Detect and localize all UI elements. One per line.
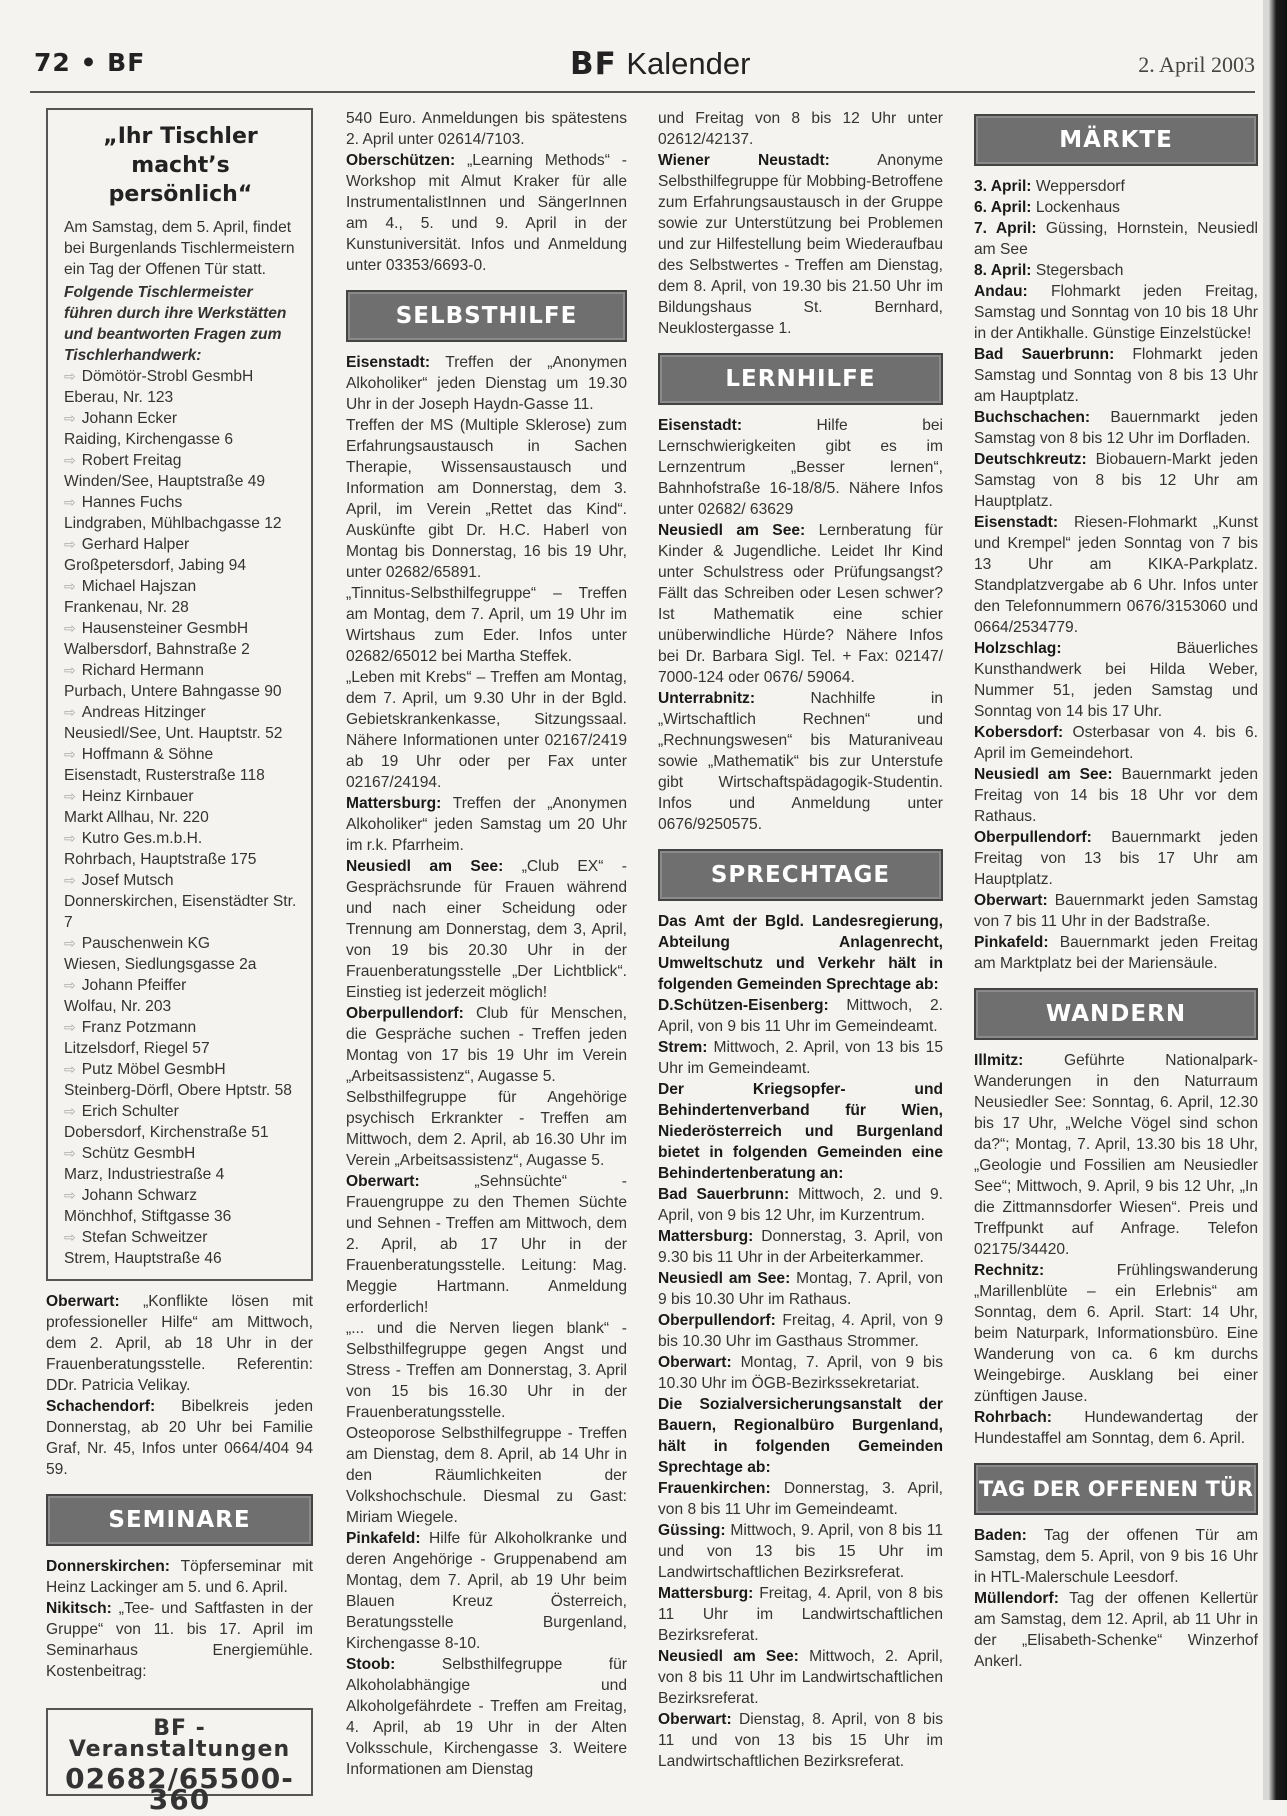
listing-item [658,1709,943,1772]
tischler-name: ⇨ Andreas Hitzinger [64,702,297,723]
tischler-address: Dobersdorf, Kirchenstraße 51 [64,1124,269,1141]
listing-item [658,995,943,1037]
tischler-entry [64,408,297,450]
listing-text: Dienstag, 8. April, von 8 bis 11 und von 13 bis 15 Uhr im Landwirtschaftlichen Bezirksreferat. [658,1711,943,1770]
sprechtage-heading: SPRECHTAGE [658,849,943,901]
listing-text: Stegersbach [1031,262,1124,279]
listing-text: Bauernmarkt jeden Freitag von 13 bis 17 Uhr am Hauptplatz. [974,829,1258,888]
tischler-entry [64,534,297,576]
listing-text: Selbsthilfegruppe für Angehörige psychisch Erkrankter - Treffen am Mittwoch, dem 2. April, ab 16.30 Uhr im Verein „Arbeitsassistenz“, Augasse 5. [346,1089,627,1169]
tischler-address: Großpetersdorf, Jabing 94 [64,557,247,574]
listing-item [346,150,627,276]
tischler-name: ⇨ Johann Pfeiffer [64,975,297,996]
column-1 [46,108,313,1816]
listing-text: Selbsthilfegruppe für Alkoholabhängige und Alkoholgefährdete - Treffen am Freitag, 4. April, ab 19 Uhr in der Alten Volksschule, Kirchengasse 3. Weitere Informationen am Dienstag [346,1656,627,1778]
tischler-name: ⇨ Robert Freitag [64,450,297,471]
tischler-entry [64,828,297,870]
listing-item [658,1184,943,1226]
listing-text: Hilfe bei Lernschwierigkeiten gibt es im Lernzentrum „Besser lernen“, Bahnhofstraße 16-18/8/5. Nähere Infos unter 02682/ 63629 [658,417,943,518]
listing-text: Mittwoch, 2. April, von 8 bis 11 Uhr im Landwirtschaftlichen Bezirksreferat. [658,1648,943,1707]
listing-item [658,1226,943,1268]
tischler-name: ⇨ Hoffmann & Söhne [64,744,297,765]
listing-item [974,827,1258,890]
listing-place: Eisenstadt: [346,354,431,371]
tischler-box [46,108,313,1281]
listing-place: 6. April: [974,199,1032,216]
listing-text: Flohmarkt jeden Samstag und Sonntag von 8 bis 13 Uhr am Hauptplatz. [974,346,1258,405]
listing-place: Eisenstadt: [658,417,743,434]
tischler-name: ⇨ Kutro Ges.m.b.H. [64,828,297,849]
listing-place: Holzschlag: [974,640,1062,657]
listing-place: Neusiedl am See: [658,1270,791,1287]
tischler-entry [64,366,297,408]
listing-text: Hundewandertag der Hundestaffel am Sonntag, dem 6. April. [974,1409,1258,1447]
listing-place: Eisenstadt: [974,514,1059,531]
tischler-address: Donnerskirchen, Eisenstädter Str. 7 [64,893,297,931]
listing-place: Güssing: [658,1522,726,1539]
tischler-entry [64,975,297,1017]
lernhilfe-list [658,415,943,835]
listing-text: Biobauern-Markt jeden Samstag von 8 bis 12 Uhr am Hauptplatz. [974,451,1258,510]
selbsthilfe-heading: SELBSTHILFE [346,290,627,342]
col2-top [346,108,627,276]
listing-text: Frühlingswanderung „Marillenblüte – ein Erlebnis“ am Sonntag, dem 6. April. Start: 14 Uhr, beim Naturpark, Informationsbüro. Eine Wanderung von ca. 6 km durchs Weingebirge. Ausklang bei einer zünftigen Jause. [974,1262,1258,1405]
listing-place: Oberwart: [658,1711,732,1728]
listing-place: Schachendorf: [46,1398,156,1415]
listing-item [46,1291,313,1396]
tischler-name: ⇨ Stefan Schweitzer [64,1227,297,1248]
listing-text: Mittwoch, 9. April, von 8 bis 11 und von 13 bis 15 Uhr im Landwirtschaftlichen Bezirksreferat. [658,1522,943,1581]
listing-text: Töpferseminar mit Heinz Lackinger am 5. und 6. April. [46,1558,313,1596]
listing-item [974,176,1258,197]
listing-place: Bad Sauerbrunn: [658,1186,790,1203]
listing-item [658,1037,943,1079]
tischler-address: Markt Allhau, Nr. 220 [64,809,209,826]
tischler-name: ⇨ Johann Ecker [64,408,297,429]
tischler-name: ⇨ Pauschenwein KG [64,933,297,954]
tischler-name: ⇨ Putz Möbel GesmbH [64,1059,297,1080]
tischler-lead: Folgende Tischlermeister führen durch ihre Werkstätten und beantworten Fragen zum Tischlerhandwerk: [64,284,287,364]
listing-text: Bibelkreis jeden Donnerstag, ab 20 Uhr bei Familie Graf, Nr. 45, Infos unter 0664/404 94 59. [46,1398,313,1478]
bf-events-title: BF - Veranstaltungen [68,1716,291,1762]
tischler-entry [64,1143,297,1185]
listing-text: Mittwoch, 2. April, von 13 bis 15 Uhr im Gemeindeamt. [658,1039,943,1077]
listing-place: Bad Sauerbrunn: [974,346,1115,363]
tischler-address: Purbach, Untere Bahngasse 90 [64,683,282,700]
listing-place: Rohrbach: [974,1409,1052,1426]
listing-text: Mittwoch, 2. und 9. April, von 9 bis 12 Uhr, im Kurzentrum. [658,1186,943,1224]
maerkte-list [974,176,1258,974]
listing-place: Illmitz: [974,1052,1024,1069]
listing-place: Baden: [974,1527,1027,1544]
listing-place: Neusiedl am See: [658,522,806,539]
column-4 [974,108,1258,1672]
binding-edge [1269,0,1287,1800]
listing-item [346,415,627,583]
listing-text: Tag der offenen Tür am Samstag, dem 5. April, von 9 bis 16 Uhr in HTL-Malerschule Leesdorf. [974,1527,1258,1586]
listing-item [46,1556,313,1598]
listing-item [974,1260,1258,1407]
listing-item [974,281,1258,344]
tischler-entry [64,1059,297,1101]
listing-place: Oberschützen: [346,152,456,169]
listing-text: „... und die Nerven liegen blank“ - Selbsthilfegruppe gegen Angst und Stress - Treffen am Donnerstag, 3. April von 15 bis 16.30 Uhr in der Frauenberatungsstelle. [346,1320,627,1421]
listing-place: Frauenkirchen: [658,1480,771,1497]
listing-text: Tag der offenen Kellertür am Samstag, dem 12. April, ab 11 Uhr in der „Elisabeth-Schenke“ Winzerhof Ankerl. [974,1590,1258,1670]
tischler-entry [64,870,297,933]
listing-text: Club für Menschen, die Gespräche suchen - Treffen jeden Montag von 17 bis 19 Uhr im Verein „Arbeitsassistenz“, Augasse 5. [346,1005,627,1085]
listing-place: Oberwart: [346,1173,420,1190]
listing-item [974,764,1258,827]
tischler-address: Eberau, Nr. 123 [64,389,174,406]
listing-text: Bäuerliches Kunsthandwerk bei Hilda Weber, Nummer 51, jeden Samstag und Sonntag von 14 bis 17 Uhr. [974,640,1258,720]
listing-item [658,415,943,520]
listing-text: Weppersdorf [1031,178,1125,195]
listing-item [346,1087,627,1171]
listing-place: Pinkafeld: [346,1530,421,1547]
listing-item [658,1268,943,1310]
listing-item [346,1423,627,1528]
listing-text: „Konflikte lösen mit professioneller Hilfe“ am Mittwoch, dem 2. April, ab 18 Uhr in der Frauenberatungsstelle. Referentin: DDr. Patricia Velikay. [46,1293,313,1394]
listing-text: „Tee- und Saftfasten in der Gruppe“ von 11. bis 17. April im Seminarhaus Energiemühle. Kostenbeitrag: [46,1600,313,1680]
selbsthilfe-list [346,352,627,1780]
listing-text: „Club EX“ - Gesprächsrunde für Frauen während und nach einer Scheidung oder Trennung am Donnerstag, dem 3, April, von 19 bis 20.30 Uhr in der Frauenberatungsstelle „Der Lichtblick“. Einstieg ist jederzeit möglich! [346,858,628,1001]
listing-item [658,1478,943,1520]
tischler-name: ⇨ Gerhard Halper [64,534,297,555]
tischler-name: ⇨ Richard Hermann [64,660,297,681]
listing-text: Riesen-Flohmarkt „Kunst und Krempel“ jeden Sonntag von 7 bis 13 Uhr am KIKA-Parkplatz. Standplatzvergabe ab 6 Uhr. Infos unter den Telefonnummern 0676/3153060 und 0664/2534779. [974,514,1258,636]
listing-place: Neusiedl am See: [974,766,1113,783]
listing-text: Lockenhaus [1031,199,1120,216]
listing-text: „Learning Methods“ - Workshop mit Almut Kraker für alle InstrumentalistInnen und SängerInnen am 4., 5. und 9. April in der Kunstuniversität. Infos und Anmeldung unter 03353/6693-0. [346,152,627,274]
listing-item [346,793,627,856]
tischler-entry [64,618,297,660]
tischler-address: Wolfau, Nr. 203 [64,998,172,1015]
seminare-heading: SEMINARE [46,1494,313,1546]
tischler-name: ⇨ Hausensteiner GesmbH [64,618,297,639]
listing-text: „Leben mit Krebs“ – Treffen am Montag, dem 7. April, um 9.30 Uhr in der Bgld. Gebietskrankenkasse, Sitzungssaal. Nähere Informationen unter 02167/2419 ab 19 Uhr oder per Fax unter 02167/24194. [346,669,627,791]
tischler-address: Eisenstadt, Rusterstraße 118 [64,767,265,784]
listing-item [974,638,1258,722]
tischler-name: ⇨ Dömötör-Strobl GesmbH [64,366,297,387]
sprechtage-list-1 [658,995,943,1079]
sprechtage-list-2 [658,1184,943,1394]
tischler-name: ⇨ Johann Schwarz [64,1185,297,1206]
listing-text: „Sehnsüchte“ - Frauengruppe zu den Themen Süchte und Sehnen - Treffen am Mittwoch, dem 2. April, ab 17 Uhr in der Frauenberatungsstelle. Leitung: Mag. Meggie Hartmann. Anmeldung erforderlich! [346,1173,627,1316]
seminare-list [46,1556,313,1682]
page-number: 72 • BF [34,48,146,77]
tischler-entry [64,702,297,744]
listing-place: Buchschachen: [974,409,1091,426]
page-header [30,48,1255,86]
bf-events-box [46,1708,313,1816]
listing-item [658,1352,943,1394]
listing-place: Oberpullendorf: [346,1005,464,1022]
tischler-name: ⇨ Erich Schulter [64,1101,297,1122]
listing-item [974,722,1258,764]
listing-text: Donnerstag, 3. April, von 9.30 bis 11 Uhr in der Arbeiterkammer. [658,1228,943,1266]
column-3 [658,108,943,1772]
offene-tuer-list [974,1525,1258,1672]
tischler-entry [64,1017,297,1059]
listing-place: Andau: [974,283,1028,300]
tischler-entry [64,744,297,786]
listing-place: 7. April: [974,220,1037,237]
listing-text: Bauernmarkt jeden Samstag von 8 bis 12 Uhr im Dorfladen. [974,409,1258,447]
tischler-name: ⇨ Michael Hajszan [64,576,297,597]
tischler-entry [64,933,297,975]
listing-text: Treffen der „Anonymen Alkoholiker“ jeden Samstag um 20 Uhr im r.k. Pfarrheim. [346,795,627,854]
listing-item [346,1654,627,1780]
listing-place: Oberwart: [46,1293,120,1310]
listing-place: Strem: [658,1039,708,1056]
listing-place: Oberwart: [658,1354,732,1371]
tischler-address: Strem, Hauptstraße 46 [64,1250,222,1267]
listing-item [658,1310,943,1352]
tischler-title: „Ihr Tischler macht’s persönlich“ [103,124,258,207]
section-title [570,46,750,82]
column-2 [346,108,627,1780]
listing-text: Güssing, Hornstein, Neusiedl am See [974,220,1258,258]
tischler-entry [64,450,297,492]
tischler-address: Wiesen, Siedlungsgasse 2a [64,956,257,973]
listing-text: Freitag, 4. April, von 9 bis 10.30 Uhr im Gasthaus Strommer. [658,1312,943,1350]
listing-item [46,1396,313,1480]
listing-text: Bauernmarkt jeden Samstag von 7 bis 11 Uhr in der Badstraße. [974,892,1258,930]
tischler-address: Litzelsdorf, Riegel 57 [64,1040,210,1057]
listing-item [658,1646,943,1709]
listing-place: Oberpullendorf: [974,829,1092,846]
tischler-entry [64,1227,297,1269]
listing-text: „Tinnitus-Selbsthilfegruppe“ – Treffen am Montag, dem 7. April, um 19 Uhr im Wirtshaus zum Eder. Infos unter 02682/65012 bei Martha Steffek. [346,585,627,665]
listing-text: Flohmarkt jeden Freitag, Samstag und Sonntag von 10 bis 18 Uhr in der Antikhalle. Günstige Einzelstücke! [974,283,1258,342]
listing-item [974,449,1258,512]
listing-text: Mittwoch, 2. April, von 9 bis 11 Uhr im Gemeindeamt. [658,997,943,1035]
listing-place: Mattersburg: [346,795,442,812]
issue-date: 2. April 2003 [1138,52,1255,77]
tischler-entry [64,492,297,534]
tischler-address: Lindgraben, Mühlbachgasse 12 [64,515,282,532]
listing-place: 3. April: [974,178,1032,195]
tischler-address: Walbersdorf, Bahnstraße 2 [64,641,250,658]
listing-place: Wiener Neustadt: [658,152,830,169]
listing-text: Osterbasar von 4. bis 6. April im Gemeindehort. [974,724,1258,762]
listing-place: Rechnitz: [974,1262,1045,1279]
listing-text: Anonyme Selbsthilfegruppe für Mobbing-Betroffene zum Erfahrungsaustausch in der Gruppe sowie zur Unterstützung bei Problemen und zur Hilfestellung beim Wiederaufbau des Selbstwertes - Treffen am Dienstag, dem 8. April, von 19.30 bis 21.50 Uhr im Bildungshaus St. Bernhard, Neuklostergasse 1. [658,152,943,337]
listing-item [346,667,627,793]
tischler-address: Marz, Industriestraße 4 [64,1166,225,1183]
tischler-entry [64,660,297,702]
listing-text: Bauernmarkt jeden Freitag von 14 bis 18 Uhr vor dem Rathaus. [974,766,1259,825]
listing-place: Mattersburg: [658,1228,754,1245]
listing-place: Stoob: [346,1656,396,1673]
tischler-address: Rohrbach, Hauptstraße 175 [64,851,257,868]
listing-item [346,1171,627,1318]
listing-item [346,1003,627,1087]
offene-tuer-heading: TAG DER OFFENEN TÜR [974,1463,1258,1515]
sprechtage-intro-3: Die Sozialversicherungsanstalt der Bauern, Regionalbüro Burgenland, hält in folgenden Gemeinden Sprechtage ab: [658,1396,943,1476]
tischler-name: ⇨ Hannes Fuchs [64,492,297,513]
tischler-address: Raiding, Kirchengasse 6 [64,431,234,448]
maerkte-heading: MÄRKTE [974,114,1258,166]
tischler-address: Neusiedl/See, Unt. Hauptstr. 52 [64,725,283,742]
col1-after [46,1291,313,1480]
listing-place: Müllendorf: [974,1590,1059,1607]
lernhilfe-heading: LERNHILFE [658,353,943,405]
listing-item [346,108,627,150]
listing-text: 540 Euro. Anmeldungen bis spätestens 2. April unter 02614/7103. [346,110,627,148]
listing-item [974,1588,1258,1672]
listing-item [658,520,943,688]
tischler-address: Winden/See, Hauptstraße 49 [64,473,266,490]
listing-item [974,260,1258,281]
listing-text: Osteoporose Selbsthilfegruppe - Treffen am Dienstag, dem 8. April, ab 14 Uhr in den Räumlichkeiten der Volkshochschule. Diesmal zu Gast: Miriam Wiegele. [346,1425,627,1526]
tischler-name: ⇨ Schütz GesmbH [64,1143,297,1164]
tischler-entry [64,576,297,618]
section-name: Kalender [626,46,751,81]
listing-item [346,1528,627,1654]
listing-place: Neusiedl am See: [346,858,504,875]
listing-item [974,407,1258,449]
tischler-entry [64,1101,297,1143]
listing-item [658,1583,943,1646]
listing-item [658,1520,943,1583]
wandern-list [974,1050,1258,1449]
listing-item [974,1050,1258,1260]
tischler-address: Mönchhof, Stiftgasse 36 [64,1208,232,1225]
listing-text: Nachhilfe in „Wirtschaftlich Rechnen“ und „Rechnungswesen“ bis Maturaniveau sowie „Mathematik“ bis zur Unterstufe gibt Wirtschaftspädagogik-Studentin. Infos und Anmeldung unter 0676/9250575. [658,690,943,833]
tischler-address: Frankenau, Nr. 28 [64,599,189,616]
listing-item [346,856,627,1003]
listing-item [658,108,943,150]
listing-text: Treffen der MS (Multiple Sklerose) zum Erfahrungsaustausch in Sachen Therapie, Wissensaustausch und Information am Donnerstag, dem 3. April, im Verein „Rettet das Kind“. Auskünfte gibt Dr. H.C. Haberl von Montag bis Donnerstag, 16 bis 19 Uhr, unter 02682/65891. [346,417,627,581]
brand-logo: BF [570,46,617,82]
col3-top [658,108,943,339]
listing-text: Montag, 7. April, von 9 bis 10.30 Uhr im Rathaus. [658,1270,943,1308]
listing-item [658,150,943,339]
listing-text: und Freitag von 8 bis 12 Uhr unter 02612/42137. [658,110,943,148]
listing-item [346,1318,627,1423]
listing-place: Unterrabnitz: [658,690,756,707]
listing-place: Oberpullendorf: [658,1312,776,1329]
sprechtage-intro-1: Das Amt der Bgld. Landesregierung, Abteilung Anlagenrecht, Umweltschutz und Verkehr hält in folgenden Gemeinden Sprechtage ab: [658,913,943,993]
tischler-name: ⇨ Heinz Kirnbauer [64,786,297,807]
listing-item [974,1407,1258,1449]
listing-item [46,1598,313,1682]
listing-place: Deutschkreutz: [974,451,1087,468]
listing-place: Kobersdorf: [974,724,1064,741]
listing-item [346,583,627,667]
listing-text: Lernberatung für Kinder & Jugendliche. Leidet Ihr Kind unter Schulstress oder Prüfungsangst? Fällt das Schreiben oder Lesen schwer? Ist Mathematik eine schier unüberwindliche Hürde? Nähere Infos bei Dr. Barbara Sigl. Tel. + Fax: 02147/ 7000-124 oder 0676/ 59064. [658,522,943,686]
tischler-entry [64,1185,297,1227]
listing-text: Freitag, 4. April, von 8 bis 11 Uhr im Landwirtschaftlichen Bezirksreferat. [658,1585,943,1644]
tischler-name: ⇨ Franz Potzmann [64,1017,297,1038]
bf-events-phone: 02682/65500-360 [65,1762,294,1816]
listing-place: Nikitsch: [46,1600,112,1617]
listing-text: Geführte Nationalpark-Wanderungen in den Naturraum Neusiedler See: Sonntag, 6. April, 12.30 bis 17 Uhr, „Welche Vögel sind schon da?“; Montag, 7. April, 13.30 bis 18 Uhr, „Geologie und Fossilien am Neusiedler See“; Mittwoch, 9. April, 9 bis 12 Uhr, „In die Zittmannsdorfer Wiesen“. Preis und Treffpunkt auf Anfrage. Telefon 02175/34420. [974,1052,1258,1258]
tischler-list [64,366,297,1269]
listing-item [974,218,1258,260]
listing-place: Oberwart: [974,892,1048,909]
listing-item [658,688,943,835]
listing-place: Mattersburg: [658,1585,754,1602]
listing-item [974,890,1258,932]
tischler-entry [64,786,297,828]
header-rule [30,91,1255,93]
tischler-intro: Am Samstag, dem 5. April, findet bei Burgenlands Tischlermeistern ein Tag der Offenen Tür statt. [64,219,295,278]
listing-place: Pinkafeld: [974,934,1049,951]
listing-item [974,344,1258,407]
listing-item [974,197,1258,218]
listing-place: Donnerskirchen: [46,1558,170,1575]
listing-place: D.Schützen-Eisenberg: [658,997,829,1014]
listing-text: Treffen der „Anonymen Alkoholiker“ jeden Dienstag um 19.30 Uhr in der Joseph Haydn-Gasse 11. [346,354,627,413]
listing-text: Bauernmarkt jeden Freitag am Marktplatz bei der Mariensäule. [974,934,1258,972]
listing-place: Neusiedl am See: [658,1648,799,1665]
listing-text: Hilfe für Alkoholkranke und deren Angehörige - Gruppenabend am Montag, dem 7. April, ab 19 Uhr beim Blauen Kreuz Österreich, Beratungsstelle Burgenland, Kirchengasse 8-10. [346,1530,627,1652]
listing-item [974,512,1258,638]
sprechtage-intro-2: Der Kriegsopfer- und Behindertenverband für Wien, Niederösterreich und Burgenland bietet in folgenden Gemeinden eine Behindertenberatung an: [658,1081,943,1182]
listing-text: Donnerstag, 3. April, von 8 bis 11 Uhr im Gemeindeamt. [658,1480,943,1518]
listing-item [974,1525,1258,1588]
listing-item [974,932,1258,974]
wandern-heading: WANDERN [974,988,1258,1040]
tischler-name: ⇨ Josef Mutsch [64,870,297,891]
listing-text: Montag, 7. April, von 9 bis 10.30 Uhr im ÖGB-Bezirkssekretariat. [658,1354,943,1392]
tischler-address: Steinberg-Dörfl, Obere Hptstr. 58 [64,1082,292,1099]
listing-place: 8. April: [974,262,1032,279]
listing-item [346,352,627,415]
sprechtage-list-3 [658,1478,943,1772]
